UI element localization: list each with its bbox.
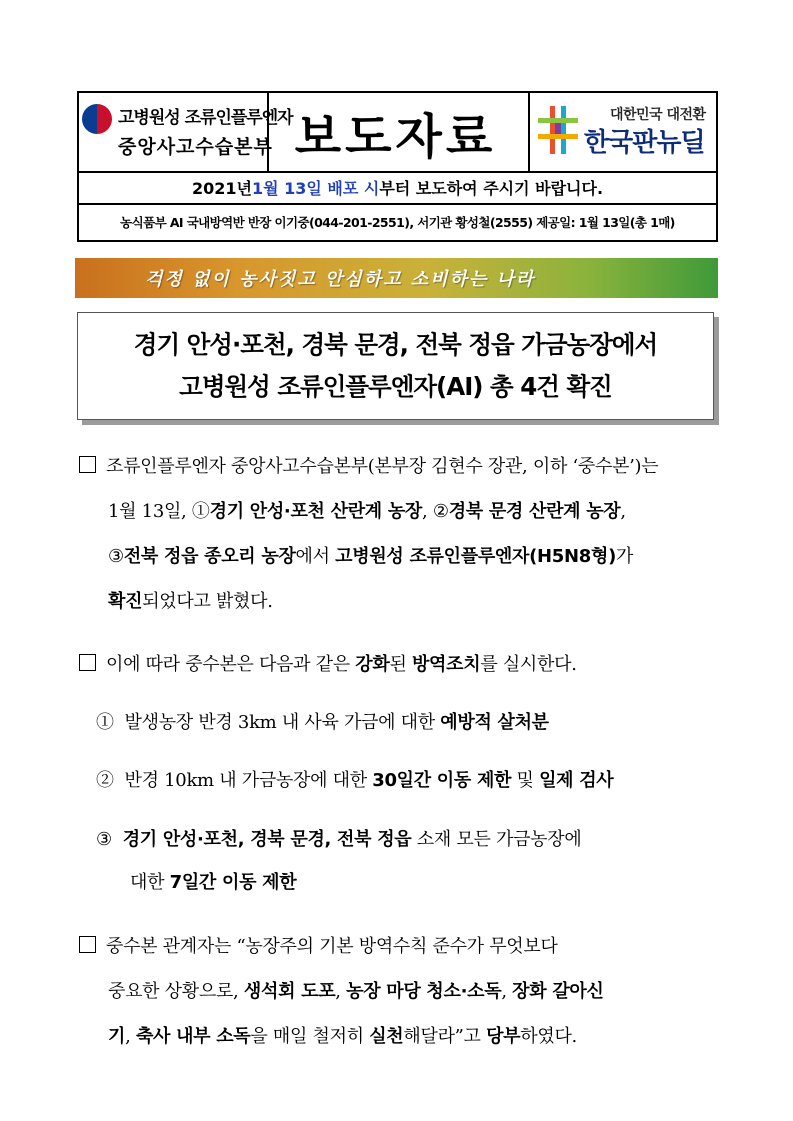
document-type-title: 보도자료 bbox=[294, 108, 497, 165]
slogan-banner bbox=[75, 258, 718, 298]
release-date: 1월 13일 배포 시 bbox=[251, 178, 380, 198]
paragraph-1-line-1: 조류인플루엔자 중앙사고수습본부(본부장 김현수 장관, 이하 ‘중수본’)는 bbox=[79, 452, 658, 478]
measure-item-3-line-2: 대한 7일간 이동 제한 bbox=[130, 872, 297, 893]
brand-subtitle: 대한민국 대전환 bbox=[610, 107, 706, 123]
paragraph-3-line-1: 중수본 관계자는 “농장주의 기본 방역수칙 준수가 무엇보다 bbox=[79, 932, 558, 958]
checkbox-bullet-icon bbox=[79, 936, 96, 953]
divider bbox=[79, 203, 716, 205]
new-deal-logo bbox=[530, 96, 716, 168]
agency-name-line2: 중앙사고수습본부 bbox=[118, 136, 273, 158]
paragraph-3-line-3: 기, 축사 내부 소독을 매일 철저히 실천해달라”고 당부하였다. bbox=[108, 1026, 577, 1047]
paragraph-2: 이에 따라 중수본은 다음과 같은 강화된 방역조치를 실시한다. bbox=[79, 650, 577, 676]
release-notice bbox=[79, 172, 716, 202]
paragraph-1-line-3: ③전북 정읍 종오리 농장에서 고병원성 조류인플루엔자(H5N8형)가 bbox=[108, 546, 634, 567]
brand-title: 한국판뉴딜 bbox=[584, 128, 705, 158]
release-suffix: 부터 보도하여 주시기 바랍니다. bbox=[379, 178, 604, 198]
measure-item-2: ② 반경 10km 내 가금농장에 대한 30일간 이동 제한 및 일제 검사 bbox=[96, 770, 614, 791]
checkbox-bullet-icon bbox=[79, 654, 96, 671]
slogan-text: 걱정 없이 농사짓고 안심하고 소비하는 나라 bbox=[145, 269, 536, 290]
agency-logo bbox=[80, 96, 293, 168]
headline-box bbox=[77, 312, 714, 420]
headline-line2: 고병원성 조류인플루엔자(AI) 총 4건 확진 bbox=[179, 372, 612, 401]
headline-line1: 경기 안성·포천, 경북 문경, 전북 정읍 가금농장에서 bbox=[133, 330, 658, 359]
government-emblem-icon bbox=[82, 104, 112, 134]
new-deal-mark-icon bbox=[536, 104, 580, 156]
release-year: 2021년 bbox=[191, 178, 252, 198]
paragraph-1-line-2: 1월 13일, ①경기 안성·포천 산란계 농장, ②경북 문경 산란계 농장, bbox=[108, 501, 626, 522]
paragraph-1-line-4: 확진되었다고 밝혔다. bbox=[108, 591, 273, 612]
measure-item-3-line-1: ③ 경기 안성·포천, 경북 문경, 전북 정읍 소재 모든 가금농장에 bbox=[96, 829, 582, 850]
paragraph-3-line-2: 중요한 상황으로, 생석회 도포, 농장 마당 청소·소독, 장화 갈아신 bbox=[108, 981, 604, 1002]
contact-info: 농식품부 AI 국내방역반 반장 이기중(044-201-2551), 서기관 황성철(2555) 제공일: 1월 13일(총 1매) bbox=[120, 215, 675, 230]
checkbox-bullet-icon bbox=[79, 456, 96, 473]
measure-item-1: ① 발생농장 반경 3km 내 사육 가금에 대한 예방적 살처분 bbox=[96, 712, 549, 733]
agency-name-line1: 고병원성 조류인플루엔자 bbox=[118, 108, 293, 128]
